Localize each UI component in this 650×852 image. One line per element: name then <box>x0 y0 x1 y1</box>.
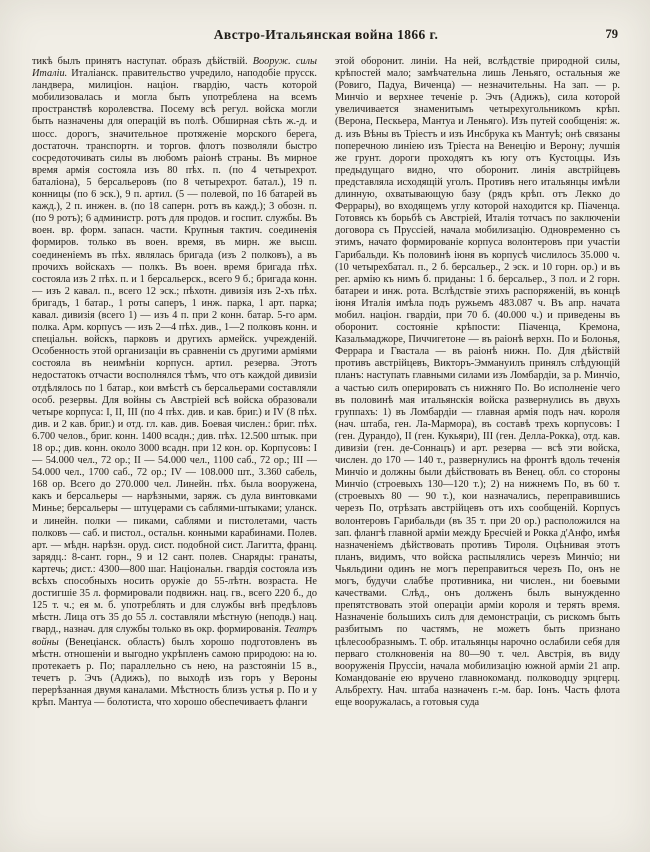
paragraph <box>335 56 620 709</box>
body-text: тикѣ былъ принятъ наступат. образъ дѣйствій. <box>32 56 253 67</box>
running-header <box>32 26 620 44</box>
body-text: (Венеціанск. область) былъ хорошо подготовленъ въ мѣстн. отношеніи и выгодно укрѣпленъ самою природою: на ю. протекаетъ р. По; параллельно съ нею, на разстояніи 15 в., течетъ р. Эчъ (Адижъ), по выходѣ изъ горъ у Вероны перерѣзанная двумя каналами. Мѣстность близъ устья р. По и у крѣп. Мантуа — болотиста, что хорошо обеспечиваетъ фланги <box>32 636 317 708</box>
page-title: Австро-Итальянская война 1866 г. <box>213 27 439 42</box>
right-column <box>335 56 620 828</box>
italic-lead-in: Театръ войны <box>32 624 317 648</box>
left-column <box>32 56 317 828</box>
body-text: этой оборонит. линіи. На ней, вслѣдствіе природной силы, крѣпостей мало; замѣчательна лишь Леньяго, остальныя же (Ровиго, Падуа, Виченца) — незначительны. На зап. — р. Минчіо и верхнее теченіе р. Эчъ (Адижъ), сила которой увеличивается знаменитымъ четырехугольникомъ крѣп. (Верона, Пескьера, Мантуа и Леньяго). Изъ путей сообщенія: ж. д. изъ Вѣны въ Тріестъ и изъ Инсбрука къ Мантуѣ; онѣ связаны поперечною линіею изъ Тріеста на Венецію и Верону; лучшія же грунт. дороги проходятъ къ югу отъ Кустоццы. Изъ предыдущаго видно, что оборонит. линія австрійцевъ представляла исходящій уголъ. Противъ него итальянцы имѣли длинную, охватывающую базу (рядъ крѣп. отъ Лекко до Феррары), во входящемъ углу которой находится кр. Піаченца. Готовясь къ борьбѣ съ Австріей, Италія тотчасъ по заключеніи договора съ Пруссіей, начала мобилизацію. Одновременно съ этимъ, начато формированіе корпуса волонтеровъ при участіи Гарибальди. Къ половинѣ іюня въ корпусѣ числилось 35.000 ч. (10 четырехбатал. п., 2 б. берсальер., 2 эск. и 10 горн. ор.) и въ рег. армію къ нимъ б. приданы: 1 б. берсальер., 3 пол. и 2 горн. батареи и инж. рота. Вслѣдствіе этихъ распоряженій, въ концѣ іюня Италія имѣла подъ ружьемъ 483.087 ч. Въ апр. начата мобил. націон. гвардіи, при 70 б. (40.000 ч.) и приведены въ оборонит. состояніе крѣпости: Піаченца, Кремона, Казальмаджоре, Пиччигетоне — въ раіонѣ верхн. По и Болонья, Феррара и Гвастала — въ раіонѣ нижн. По. Для дѣйствій противъ австрійцевъ, Викторъ-Эммануилъ принялъ слѣдующій планъ: наступать главными силами изъ Ломбардіи, за р. Минчіо, а частью силъ оперировать съ нижняго По. Во исполненіе чего въ половинѣ мая итальянскія войска развернулись въ двухъ группахъ: 1) въ Ломбардіи — главная армія подъ нач. короля (нач. штаба, ген. Ла-Мармора), въ составѣ трехъ корпусовъ: I (ген. Дурандо), II (ген. Кукьяри), III (ген. Делла-Рокка), отд. кав. дивизіи (ген. де-Соннацъ) и арт. резерва — всѣ эти войска, числен. до 170 — 140 т., развернулись на фронтѣ вдоль теченія Минчіо и должны были дѣйствовать въ Венец. обл. со стороны Минчіо (строевыхъ 130—120 т.); 2) на нижнемъ По, въ 60 т. (строевыхъ 80 — 90 т.), кои назначались, переправившись черезъ По, отрѣзать австрійцевъ отъ ихъ сообщеній. Корпусъ волонтеровъ Гарибальди (въ 35 т. при 20 ор.) расположился на зап. флангѣ главной арміи между Бресчіей и Рокка д'Анфо, имѣя назначеніемъ дѣйствовать противъ Тироля. Оцѣнивая этотъ планъ, видимъ, что войска распылялись черезъ Минчіо; ни Чьяльдини одинъ не могъ переправиться черезъ По, онъ не могъ, будучи слабѣе противника, ни числен., ни боевыми качествами. Слѣд., онъ долженъ былъ вынужденно препятствовать этой операціи арміи короля и терять время. Назначеніе большихъ силъ для демонстраціи, съ рискомъ быть разбитымъ по частямъ, не можетъ быть признано цѣлесообразнымъ. Т. обр. итальянцы нарочно ослабили себя для перваго столкновенія на 80—90 т. чел. Австрія, въ виду вооруженія Пруссіи, начала мобилизацію южной арміи 21 апр. Командованіе ею вручено главнокоманд. полководцу эрцгерц. Альбрехту. Нач. штаба назначенъ г.-м. бар. Іонъ. Часть флота еще вооружалась, а готовыя суда <box>335 56 620 708</box>
body-text: Италіанск. правительство учредило, наподобіе прусск. ландвера, милиціон. націон. гвардію, часть которой мобилизовалась и могла быть употреблена на всемъ пространствѣ королевства. Посему всѣ регул. войска могли быть назначены для операцій въ полѣ. Обширная сѣть ж.-д. и шосс. дорогъ, значительное протяженіе морского берега, достаточн. транспортн. и торгов. флотъ позволяли быстро сосредоточивать силы въ любомъ раіонѣ страны. Въ мирное время армія состояла изъ 80 пѣх. п. (по 4 четырехрот. баталіона), 5 берсальеровъ (по 8 четырехрот. батал.), 19 п. конницы (по 6 эск.), 9 п. артил. (5 — полевой, по 16 батарей въ кажд.), 2 п. инжен. в. (по 18 саперн. ротъ въ кажд.); 3 обозн. п. (по 9 ротъ); 6 администр. ротъ для продов. и госпит. службы. Въ воен. вр. форм. запасн. части. Крупныя тактич. соединенія формиров. только въ воен. время, въ мирн. же высш. соединеніемъ въ пѣх. являлась бригада (изъ 2 полковъ), а въ прочихъ войскахъ — полкъ. Въ воен. время бригада пѣх. состояла изъ 2 пѣх. п. и 1 берсальерск., всего 9 б.; бригада конн. — изъ 2 кавал. п., всего 12 эск.; пѣхотн. дивизія изъ 2-хъ пѣх. бригадъ, 1 батар., 1 роты саперъ, 1 инж. парка, 1 арт. парка; кавал. дивизія (всего 1) — изъ 4 п. при 2 конн. батар. 5-го арм. полка. Арм. корпусъ — изъ 2—4 пѣх. див., 1—2 полковъ конн. и спеціальн. войскъ, парковъ и другихъ армейск. учрежденій. Особенность этой организаціи въ сравненіи съ другими арміями состояла въ неимѣніи корпусн. артил. резерва. Этотъ недостатокъ отчасти восполнялся тѣмъ, что отъ каждой дивизіи отдѣлялось по 1 батар., кои вмѣстѣ съ берсальерами составляли особ. резервы. Для войны съ Австріей всѣ войска образовали четыре корпуса: I, II, III (по 4 пѣх. див. и кав. бриг.) и IV (8 пѣх. див. и 2 кав. бриг.) и отд. гл. кав. див. Боевая числен.: бриг. пѣх. 6.700 челов., бриг. конн. 1400 всадн.; див. пѣх. 12.500 штык. при 18 ор.; див. конн. около 3000 всадн. при 12 кон. ор. Корпусовъ: I — 54.000 чел., 72 ор.; II — 54.000 чел., 1100 саб., 72 ор.; III — 54.000 чел., 1700 саб., 72 ор.; IV — 108.000 шт., 3.360 сабель, 168 ор. Всего до 270.000 чел. Линейн. пѣх. была вооружена, какъ и берсальеры — нарѣзными, заряж. съ дула винтовками Минье; берсальеры — штуцерами съ саблями-штыками; уланск. и линейн. полки — пиками, саблями и пистолетами, часть полковъ — саб. и пистол., остальн. конными карабинами. Полев. арт. — мѣдн. нарѣзн. оруд. сист. подобной сист. Лагитта, франц. зарядц.: 8-сант. горн., 9 и 12 сант. полев. Снаряды: гранаты, картечь; дист.: 4300—800 шаг. Національн. гвардія состояла изъ всѣхъ способныхъ носить оружіе до 55-лѣтн. возраста. Не достигшіе 35 л. формировали подвижн. нац. гв., всего 220 б., до 125 т. ч.; ея м. б. употреблять и для службы внѣ предѣловъ мѣстн. Лица отъ 35 до 55 л. составляли мѣстную (неподв.) нац. гвард., назнач. для службы только въ окр. формированія. <box>32 68 317 636</box>
italic-lead-in: Вооруж. силы Италіи. <box>32 56 317 80</box>
page-number: 79 <box>605 27 618 41</box>
text-columns <box>32 56 620 828</box>
paragraph <box>32 56 317 709</box>
